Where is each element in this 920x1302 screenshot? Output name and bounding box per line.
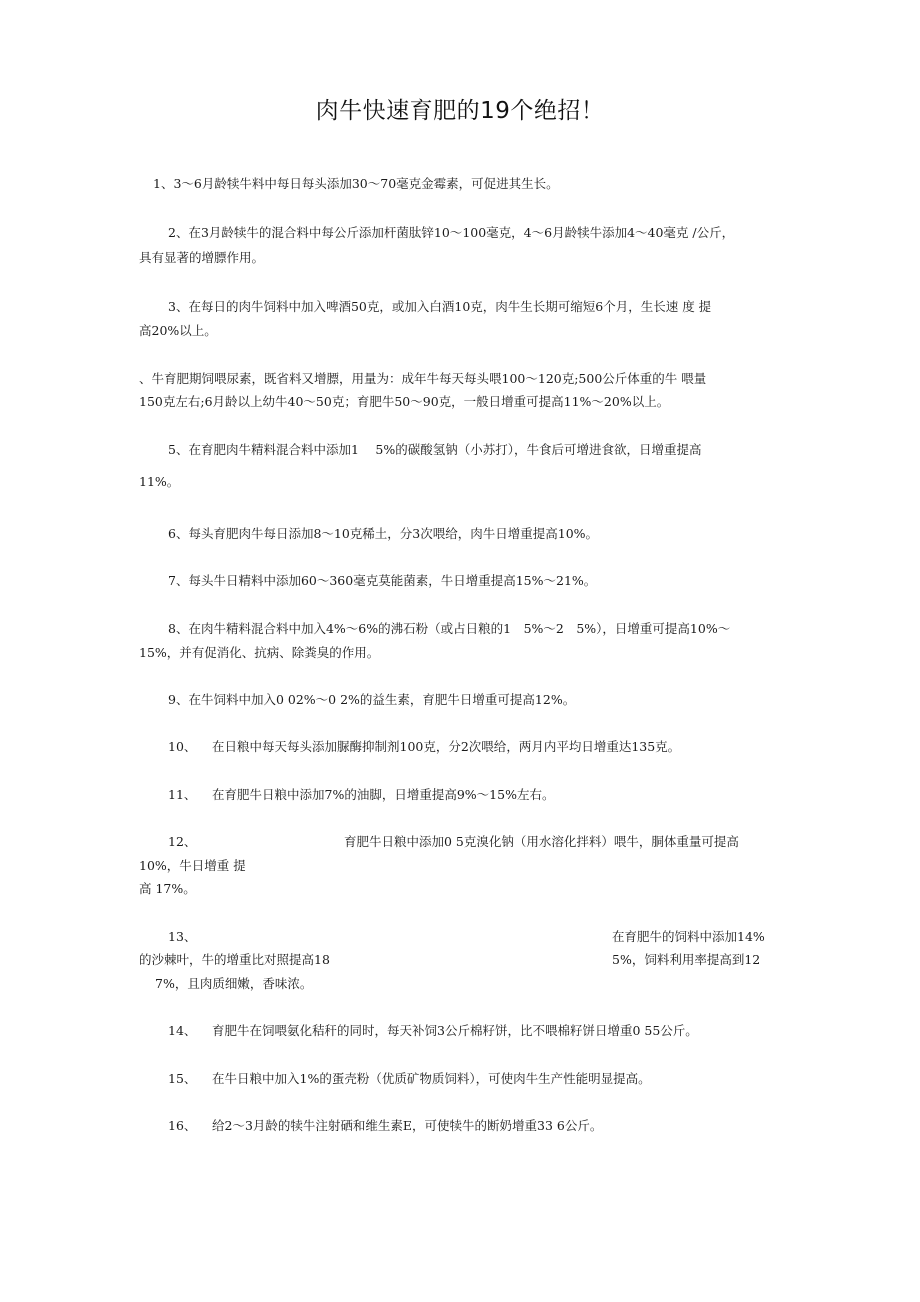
- tip-10-text: 在日粮中每天每头添加脲酶抑制剂100克，分2次喂给，两月内平均日增重达135克。: [212, 739, 681, 754]
- tip-13-line-1: 在育肥牛的饲料中添加14%: [612, 929, 765, 944]
- tip-3-line-2: 高20%以上。: [139, 323, 217, 338]
- tip-13-line-3: 7%，且肉质细嫩，香味浓。: [155, 976, 313, 991]
- tip-14-text: 育肥牛在饲喂氨化秸秆的同时，每天补饲3公斤棉籽饼，比不喂棉籽饼日增重0 55公斤。: [212, 1023, 698, 1038]
- tip-12-line-2: 10%，牛日增重 提: [139, 858, 246, 873]
- tip-8-line-1: 8、在肉牛精料混合料中加入4%～6%的沸石粉（或占日粮的1 5%～2 5%），日增重可提高10%～: [168, 621, 731, 636]
- tip-13-line-2b: 5%，饲料利用率提高到12: [612, 952, 761, 967]
- tip-15-number: 15、: [168, 1071, 197, 1086]
- tip-9: 9、在牛饲料中加入0 02%～0 2%的益生素，育肥牛日增重可提高12%。: [168, 692, 576, 707]
- tip-12-number: 12、: [168, 834, 197, 849]
- tip-16-text: 给2～3月龄的犊牛注射硒和维生素E，可使犊牛的断奶增重33 6公斤。: [212, 1118, 603, 1133]
- tip-11-text: 在育肥牛日粮中添加7%的油脚，日增重提高9%～15%左右。: [212, 787, 555, 802]
- tip-7: 7、每头牛日精料中添加60～360毫克莫能菌素，牛日增重提高15%～21%。: [168, 573, 597, 588]
- tip-2-line-1: 2、在3月龄犊牛的混合料中每公斤添加杆菌肽锌10～100毫克，4～6月龄犊牛添加4～40毫克 /公斤，: [168, 225, 735, 240]
- page-title: 肉牛快速育肥的19个绝招！: [315, 98, 605, 124]
- tip-12-line-1: 育肥牛日粮中添加0 5克溴化钠（用水溶化拌料）喂牛，胴体重量可提高: [344, 834, 739, 849]
- tip-4-line-2: 150克左右;6月龄以上幼牛40～50克；育肥牛50～90克，一般日增重可提高11%～20%以上。: [139, 394, 670, 409]
- tip-3-line-1: 3、在每日的肉牛饲料中加入啤酒50克，或加入白酒10克，肉牛生长期可缩短6个月，生长速 度 提: [168, 299, 712, 314]
- tip-2-line-2: 具有显著的增膘作用。: [139, 250, 265, 265]
- tip-11-number: 11、: [168, 787, 197, 802]
- tip-14-number: 14、: [168, 1023, 197, 1038]
- tip-8-line-2: 15%，并有促消化、抗病、除粪臭的作用。: [139, 645, 380, 660]
- tip-6: 6、每头育肥肉牛每日添加8～10克稀土，分3次喂给，肉牛日增重提高10%。: [168, 526, 599, 541]
- tip-1: 1、3～6月龄犊牛料中每日每头添加30～70毫克金霉素，可促进其生长。: [153, 176, 559, 191]
- tip-12-line-3: 高 17%。: [139, 881, 196, 896]
- tip-5-line-1: 5、在育肥肉牛精料混合料中添加1 5%的碳酸氢钠（小苏打），牛食后可增进食欲，日增重提高: [168, 442, 702, 457]
- tip-15-text: 在牛日粮中加入1%的蛋壳粉（优质矿物质饲料），可使肉牛生产性能明显提高。: [212, 1071, 651, 1086]
- tip-16-number: 16、: [168, 1118, 197, 1133]
- tip-4-line-1: 、牛育肥期饲喂尿素，既省料又增膘，用量为：成年牛每天每头喂100～120克;500公斤体重的牛 喂量: [139, 371, 707, 386]
- tip-13-number: 13、: [168, 929, 197, 944]
- tip-5-line-2: 11%。: [139, 474, 180, 489]
- tip-10-number: 10、: [168, 739, 197, 754]
- tip-13-line-2a: 的沙棘叶，牛的增重比对照提高18: [139, 952, 330, 967]
